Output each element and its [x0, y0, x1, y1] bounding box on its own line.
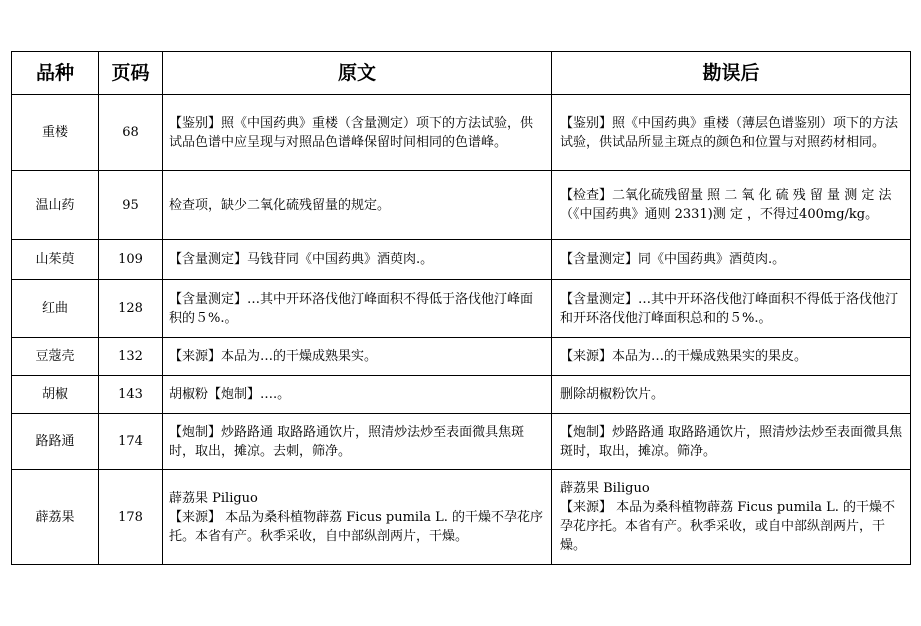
corrected-text: 【来源】本品为…的干燥成熟果实的果皮。 — [560, 349, 808, 364]
corrected-text: 【来源】 本品为桑科植物薜荔 Ficus pumila L. 的干燥不孕花序托。本省有产。秋季采收，或自中部纵剖两片，干燥。 — [560, 500, 896, 553]
corrected-text: 【炮制】炒路路通 取路路通饮片，照清炒法炒至表面微具焦斑时，取出，摊凉。筛净。 — [560, 424, 903, 459]
table-row — [12, 414, 911, 470]
table-row — [12, 95, 911, 171]
original-text: 【来源】 本品为桑科植物薜荔 Ficus pumila L. 的干燥不孕花序托。本省有产。秋季采收，自中部纵剖两片，干燥。 — [169, 509, 544, 544]
variety-cell: 山茱萸 — [12, 240, 99, 280]
original-text: 检查项，缺少二氧化硫残留量的规定。 — [169, 197, 391, 213]
table-row — [12, 470, 911, 565]
original-text: 【含量测定】马钱苷同《中国药典》酒萸肉.。 — [169, 252, 434, 267]
table-row — [12, 280, 911, 338]
original-cell — [163, 240, 552, 280]
corrected-cell — [552, 338, 911, 376]
original-cell — [163, 95, 552, 171]
corrected-text: 【鉴别】照《中国药典》重楼（薄层色谱鉴别）项下的方法试验，供试品所显主斑点的颜色和位置与对照药材相同。 — [560, 115, 899, 150]
variety-cell: 红曲 — [12, 280, 99, 338]
variety-cell: 豆蔻壳 — [12, 338, 99, 376]
corrected-cell — [552, 171, 911, 240]
original-text: 【炮制】炒路路通 取路路通饮片，照清炒法炒至表面微具焦斑时，取出，摊凉。去刺，筛净。 — [169, 424, 525, 459]
page-cell: 109 — [99, 240, 163, 280]
page-cell: 174 — [99, 414, 163, 470]
original-text: 【鉴别】照《中国药典》重楼（含量测定）项下的方法试验，供试品色谱中应呈现与对照品色谱峰保留时间相同的色谱峰。 — [169, 115, 534, 150]
variety-cell: 胡椒 — [12, 376, 99, 414]
header-corrected: 勘误后 — [552, 52, 911, 95]
table-row — [12, 376, 911, 414]
page-cell: 132 — [99, 338, 163, 376]
corrected-cell — [552, 280, 911, 338]
page-cell: 143 — [99, 376, 163, 414]
header-row — [12, 52, 911, 95]
corrected-text: 【含量测定】同《中国药典》酒萸肉.。 — [560, 252, 786, 267]
page-cell: 178 — [99, 470, 163, 565]
errata-table — [11, 51, 911, 565]
original-cell — [163, 470, 552, 565]
corrected-cell — [552, 95, 911, 171]
original-cell — [163, 376, 552, 414]
corrected-cell — [552, 240, 911, 280]
variety-cell: 薜荔果 — [12, 470, 99, 565]
page-cell: 95 — [99, 171, 163, 240]
original-heading: 薜荔果 Piliguo — [169, 490, 258, 506]
table-row — [12, 240, 911, 280]
original-cell — [163, 280, 552, 338]
header-variety: 品种 — [12, 52, 99, 95]
original-cell — [163, 171, 552, 240]
variety-cell: 温山药 — [12, 171, 99, 240]
original-cell — [163, 338, 552, 376]
corrected-cell — [552, 414, 911, 470]
page-cell: 68 — [99, 95, 163, 171]
table-row — [12, 171, 911, 240]
header-page: 页码 — [99, 52, 163, 95]
variety-cell: 路路通 — [12, 414, 99, 470]
corrected-text: 删除胡椒粉饮片。 — [560, 387, 665, 402]
corrected-text: 【含量测定】…其中开环洛伐他汀峰面积不得低于洛伐他汀和开环洛伐他汀峰面积总和的５%.。 — [560, 291, 899, 326]
page-cell: 128 — [99, 280, 163, 338]
original-cell — [163, 414, 552, 470]
corrected-cell — [552, 376, 911, 414]
header-original: 原文 — [163, 52, 552, 95]
corrected-heading: 薜荔果 Biliguo — [560, 481, 650, 496]
corrected-text: 【检查】二氧化硫残留量 照 二 氧 化 硫 残 留 量 测 定 法 （《中国药典》通则 2331)测 定 ，不得过400mg/kg。 — [560, 188, 892, 222]
corrected-cell — [552, 470, 911, 565]
original-text: 【含量测定】…其中开环洛伐他汀峰面积不得低于洛伐他汀峰面积的５%.。 — [169, 291, 534, 326]
variety-cell: 重楼 — [12, 95, 99, 171]
original-text: 胡椒粉【炮制】….。 — [169, 387, 291, 402]
table-row — [12, 338, 911, 376]
original-text: 【来源】本品为…的干燥成熟果实。 — [169, 349, 378, 364]
